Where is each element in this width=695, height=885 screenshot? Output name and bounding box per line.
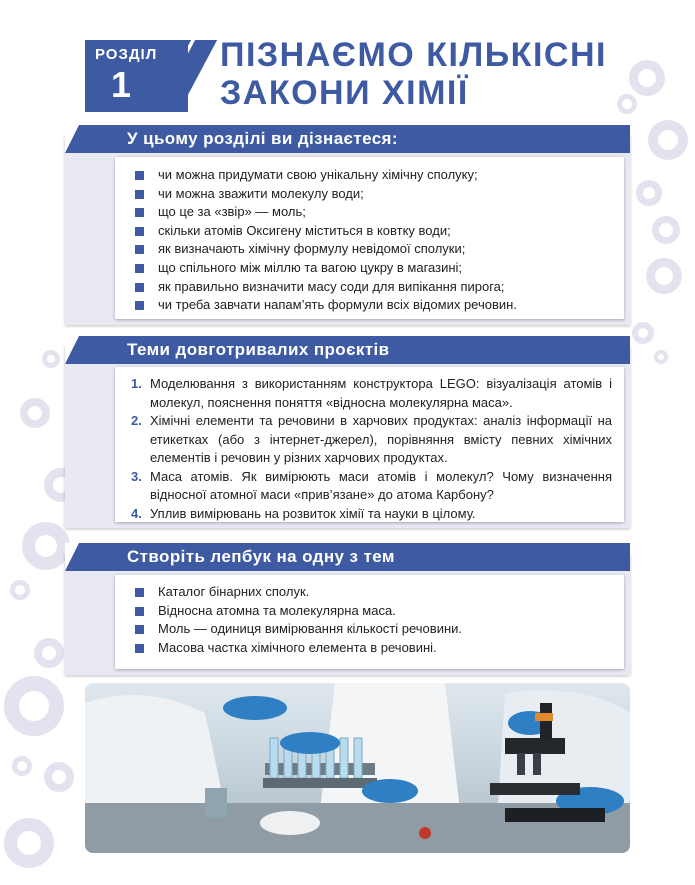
- learn-panel-content: [115, 157, 624, 319]
- section-heading-band: [65, 543, 630, 571]
- page-title-line: ЗАКОНИ ХІМІЇ: [220, 74, 469, 112]
- decor-ring: [617, 94, 637, 114]
- lab-photo: [85, 683, 630, 853]
- list-item: чи треба завчати напам’ять формули всіх відомих речовин.: [135, 296, 616, 315]
- list-item-text: Хімічні елементи та речовини в харчових продуктах: аналіз інформації на етикетках (або з інтернет-джерел), порівняння вмісту певних хімічних елементів і речовин у різних харчових продуктах.: [150, 413, 612, 465]
- decor-ring: [20, 398, 50, 428]
- lab-photo-illustration: [85, 683, 630, 853]
- list-number: 4.: [131, 505, 142, 521]
- band-notch: [65, 543, 79, 571]
- section-heading: У цьому розділі ви дізнаєтеся:: [127, 129, 398, 148]
- decor-ring: [648, 120, 688, 160]
- list-item: [131, 468, 612, 505]
- section-heading: Теми довготривалих проєктів: [127, 340, 390, 359]
- decor-ring: [652, 216, 680, 244]
- lapbook-list: [135, 583, 616, 657]
- learn-list: [135, 166, 616, 315]
- page-title-line: ПІЗНАЄМО КІЛЬКІСНІ: [220, 36, 607, 74]
- list-item-text: Моделювання з використанням конструктора LEGO: візуалізація атомів і молекул, пояснення поняття «відносна молекулярна маса».: [150, 376, 612, 410]
- list-item: як правильно визначити масу соди для випікання пирога;: [135, 278, 616, 297]
- section-heading-band: [65, 125, 630, 153]
- list-item: Моль — одиниця вимірювання кількості речовини.: [135, 620, 616, 639]
- list-number: 3.: [131, 468, 142, 484]
- list-item: чи можна зважити молекулу води;: [135, 185, 616, 204]
- list-item-text: Уплив вимірювань на розвиток хімії та науки в цілому.: [150, 505, 476, 521]
- list-item: [131, 375, 612, 412]
- decor-ring: [42, 350, 60, 368]
- list-item: Відносна атомна та молекулярна маса.: [135, 602, 616, 621]
- list-item: чи можна придумати свою унікальну хімічну сполуку;: [135, 166, 616, 185]
- band-notch: [65, 336, 79, 364]
- learn-panel: [65, 135, 630, 325]
- decor-ring: [4, 818, 54, 868]
- list-item: що спільного між міллю та вагою цукру в магазині;: [135, 259, 616, 278]
- list-item: скільки атомів Оксигену міститься в ковтку води;: [135, 222, 616, 241]
- list-item-text: Маса атомів. Як вимірюють маси атомів і молекул? Чому визначення відносної атомної маси «прив’язане» до атома Карбону?: [150, 468, 612, 502]
- list-item: що це за «звір» — моль;: [135, 203, 616, 222]
- list-item: [131, 412, 612, 468]
- list-item: [131, 505, 612, 524]
- projects-list: [131, 375, 612, 523]
- decor-ring: [22, 522, 70, 570]
- list-item: Каталог бінарних сполук.: [135, 583, 616, 602]
- list-number: 2.: [131, 413, 142, 428]
- chapter-number: 1: [111, 64, 132, 105]
- decor-ring: [34, 638, 64, 668]
- decor-ring: [12, 756, 32, 776]
- section-heading-band: [65, 336, 630, 364]
- section-heading: Створіть лепбук на одну з тем: [127, 547, 395, 566]
- decor-ring: [4, 676, 64, 736]
- lapbook-panel-content: [115, 575, 624, 669]
- projects-panel: [65, 345, 630, 528]
- decor-ring: [10, 580, 30, 600]
- band-notch: [65, 125, 79, 153]
- decor-ring: [629, 60, 665, 96]
- list-number: 1.: [131, 376, 142, 391]
- lapbook-panel: [65, 553, 630, 675]
- list-item: як визначають хімічну формулу невідомої сполуки;: [135, 240, 616, 259]
- projects-panel-content: [115, 367, 624, 522]
- list-item: Масова частка хімічного елемента в речовині.: [135, 639, 616, 658]
- chapter-label: РОЗДІЛ: [95, 46, 158, 63]
- decor-ring: [654, 350, 668, 364]
- decor-ring: [636, 180, 662, 206]
- decor-ring: [646, 258, 682, 294]
- page-title: [220, 36, 607, 112]
- decor-ring: [44, 762, 74, 792]
- decor-ring: [632, 322, 654, 344]
